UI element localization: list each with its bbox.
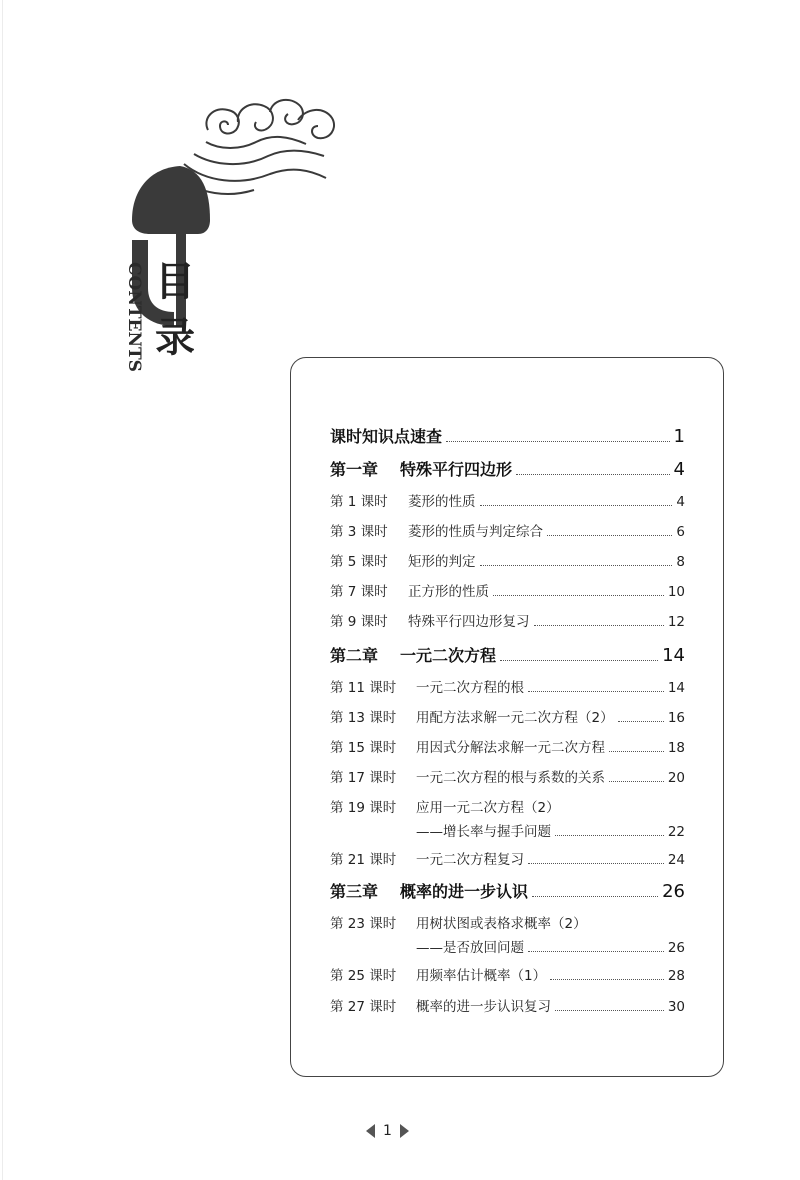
leader-dots [516,474,670,475]
leader-dots [547,535,672,536]
toc-lesson[interactable] [330,580,685,600]
lesson-number: 第 23 课时 [330,916,397,932]
lesson-title: 一元二次方程复习 [416,852,524,868]
lesson-number: 第 17 课时 [330,770,397,786]
leader-dots [446,441,670,442]
lesson-title: 正方形的性质 [408,584,489,600]
toc-page-number: 10 [667,584,685,600]
toc-lesson[interactable] [330,490,685,510]
lesson-title: 概率的进一步认识复习 [416,999,551,1015]
toc-lesson-first-line[interactable] [330,796,560,816]
lesson-title: 应用一元二次方程（2） [416,800,560,816]
lesson-number: 第 11 课时 [330,680,397,696]
toc-page-number: 1 [673,426,685,447]
leader-dots [609,781,664,782]
contents-label: CONTENTS [124,262,144,372]
footer-page-number: 1 [383,1123,392,1139]
toc-lesson-subtitle[interactable] [416,936,685,956]
toc-entry-label: 课时知识点速查 [330,427,443,446]
page-title-char-2: 录 [155,314,195,361]
lesson-title: 用频率估计概率（1） [416,968,547,984]
toc-page-number: 28 [667,968,685,984]
lesson-title: 一元二次方程的根与系数的关系 [416,770,605,786]
toc-page-number: 26 [662,881,685,902]
page-edge-line [2,0,3,1180]
chapter-title: 一元二次方程 [400,646,497,665]
leader-dots [493,595,664,596]
lesson-number: 第 3 课时 [330,524,388,540]
lesson-title: 用因式分解法求解一元二次方程 [416,740,605,756]
toc-lesson[interactable] [330,676,685,696]
chapter-number: 第二章 [330,646,379,665]
lesson-number: 第 27 课时 [330,999,397,1015]
leader-dots [480,565,673,566]
toc-lesson[interactable] [330,964,685,984]
lesson-title: 一元二次方程的根 [416,680,524,696]
toc-lesson-subtitle[interactable] [416,820,685,840]
lesson-subtitle: ——增长率与握手问题 [416,824,551,840]
toc-entry-quick-reference[interactable] [330,424,685,447]
triangle-left-icon [366,1124,375,1138]
toc-page-number: 12 [667,614,685,630]
leader-dots [618,721,664,722]
lesson-title: 特殊平行四边形复习 [408,614,530,630]
toc-page-number: 4 [676,494,685,510]
toc-page-number: 6 [676,524,685,540]
toc-page-number: 16 [667,710,685,726]
triangle-right-icon [400,1124,409,1138]
leader-dots [532,896,658,897]
leader-dots [528,863,664,864]
leader-dots [500,660,658,661]
leader-dots [528,691,664,692]
toc-lesson[interactable] [330,550,685,570]
toc-lesson[interactable] [330,706,685,726]
toc-lesson[interactable] [330,848,685,868]
toc-lesson[interactable] [330,766,685,786]
lesson-subtitle: ——是否放回问题 [416,940,524,956]
toc-page-number: 22 [667,824,685,840]
toc-lesson[interactable] [330,610,685,630]
leader-dots [480,505,673,506]
leader-dots [555,835,664,836]
leader-dots [534,625,664,626]
toc-page-number: 30 [667,999,685,1015]
lesson-number: 第 5 课时 [330,554,388,570]
toc-page-number: 20 [667,770,685,786]
leader-dots [528,951,664,952]
toc-page-number: 26 [667,940,685,956]
lesson-title: 菱形的性质与判定综合 [408,524,543,540]
leader-dots [550,979,664,980]
toc-chapter-1[interactable] [330,457,685,480]
toc-page-number: 8 [676,554,685,570]
toc-lesson-first-line[interactable] [330,912,587,932]
toc-page-number: 18 [667,740,685,756]
lesson-title: 用配方法求解一元二次方程（2） [416,710,614,726]
chapter-number: 第一章 [330,460,379,479]
toc-lesson[interactable] [330,995,685,1015]
toc-page-number: 24 [667,852,685,868]
chapter-number: 第三章 [330,882,379,901]
chapter-title: 特殊平行四边形 [400,460,513,479]
page-title-char-1: 目 [155,258,195,305]
toc-lesson[interactable] [330,520,685,540]
toc-chapter-3[interactable] [330,879,685,902]
lesson-number: 第 7 课时 [330,584,388,600]
lesson-number: 第 1 课时 [330,494,388,510]
lesson-title: 用树状图或表格求概率（2） [416,916,587,932]
lesson-number: 第 13 课时 [330,710,397,726]
toc-page-number: 14 [662,645,685,666]
lesson-number: 第 19 课时 [330,800,397,816]
toc-chapter-2[interactable] [330,643,685,666]
toc-lesson[interactable] [330,736,685,756]
toc-page-number: 4 [673,459,685,480]
lesson-number: 第 21 课时 [330,852,397,868]
chapter-title: 概率的进一步认识 [400,882,529,901]
lesson-title: 菱形的性质 [408,494,476,510]
leader-dots [609,751,664,752]
lesson-number: 第 9 课时 [330,614,388,630]
page-footer [366,1123,409,1139]
toc-page-number: 14 [667,680,685,696]
lesson-title: 矩形的判定 [408,554,476,570]
lesson-number: 第 25 课时 [330,968,397,984]
leader-dots [555,1010,664,1011]
lesson-number: 第 15 课时 [330,740,397,756]
